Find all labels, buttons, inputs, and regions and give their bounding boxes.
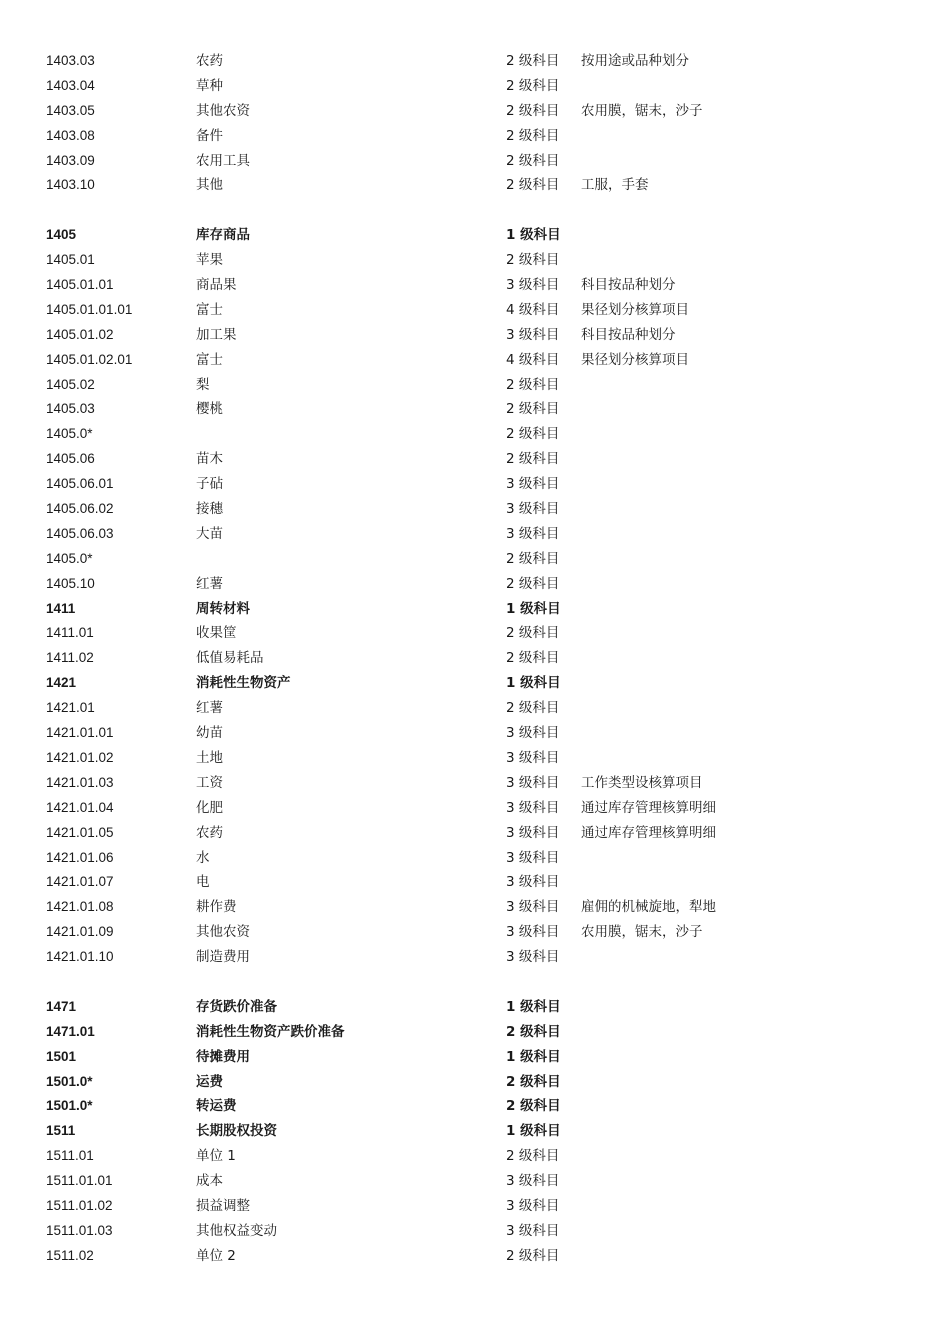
account-code: 1405.01.02.01 <box>46 351 133 367</box>
account-row <box>0 721 950 746</box>
account-row <box>0 273 950 298</box>
account-name: 水 <box>196 849 210 866</box>
account-code: 1411 <box>46 600 76 616</box>
account-code: 1421.01.04 <box>46 799 114 815</box>
account-name: 消耗性生物资产 <box>196 675 291 692</box>
account-row <box>0 646 950 671</box>
account-note: 工服，手套 <box>581 177 649 194</box>
account-code: 1405.01 <box>46 252 95 268</box>
account-name: 其他农资 <box>196 924 250 941</box>
account-level: 2 级科目 <box>506 77 560 94</box>
account-code: 1403.10 <box>46 177 95 193</box>
account-code: 1511.01.02 <box>46 1197 113 1213</box>
account-note: 科目按品种划分 <box>581 326 676 343</box>
account-level: 2 级科目 <box>506 1073 561 1090</box>
account-level: 2 级科目 <box>506 1023 561 1040</box>
account-code: 1421 <box>46 675 77 691</box>
account-note: 通过库存管理核算明细 <box>581 824 716 841</box>
account-name: 红薯 <box>196 700 223 717</box>
account-code: 1405.06.01 <box>46 476 114 492</box>
account-level: 2 级科目 <box>506 451 560 468</box>
account-row <box>0 1094 950 1119</box>
account-row <box>0 422 950 447</box>
account-note: 农用膜，锯末，沙子 <box>581 102 703 119</box>
account-code: 1511.01 <box>46 1148 94 1164</box>
account-level: 3 级科目 <box>506 1197 560 1214</box>
account-name: 备件 <box>196 127 223 144</box>
account-level: 2 级科目 <box>506 127 560 144</box>
account-code: 1411.01 <box>46 625 94 641</box>
account-code: 1501 <box>46 1048 77 1064</box>
account-row <box>0 920 950 945</box>
account-row <box>0 671 950 696</box>
account-name: 大苗 <box>196 525 223 542</box>
account-name: 农药 <box>196 53 223 69</box>
account-row <box>0 621 950 646</box>
account-level: 3 级科目 <box>506 924 560 941</box>
account-level: 3 级科目 <box>506 1173 560 1190</box>
account-code: 1421.01.08 <box>46 899 114 915</box>
account-name: 化肥 <box>196 799 223 816</box>
account-name: 消耗性生物资产跌价准备 <box>196 1023 345 1040</box>
account-name: 草种 <box>196 77 223 94</box>
account-level: 2 级科目 <box>506 1148 560 1165</box>
account-level: 2 级科目 <box>506 401 560 418</box>
account-name: 子砧 <box>196 476 223 493</box>
account-level: 3 级科目 <box>506 899 560 916</box>
account-code: 1405.03 <box>46 401 95 417</box>
account-level: 3 级科目 <box>506 799 560 816</box>
account-row <box>0 746 950 771</box>
account-level: 3 级科目 <box>506 949 560 966</box>
account-row <box>0 945 950 970</box>
account-level: 2 级科目 <box>506 53 560 69</box>
account-row <box>0 1070 950 1095</box>
account-row <box>0 323 950 348</box>
account-note: 果径划分核算项目 <box>581 351 689 368</box>
account-level: 2 级科目 <box>506 252 560 269</box>
account-name: 库存商品 <box>196 227 250 244</box>
account-name: 苹果 <box>196 252 223 269</box>
account-code: 1411.02 <box>46 650 94 666</box>
account-name: 樱桃 <box>196 401 223 418</box>
account-note: 农用膜，锯末，沙子 <box>581 924 703 941</box>
account-code: 1511.01.03 <box>46 1222 113 1238</box>
account-code: 1421.01.10 <box>46 949 114 965</box>
account-name: 幼苗 <box>196 725 223 742</box>
account-row <box>0 870 950 895</box>
account-level: 1 级科目 <box>506 1048 561 1065</box>
account-row <box>0 821 950 846</box>
account-name: 土地 <box>196 749 223 766</box>
account-level: 3 级科目 <box>506 824 560 841</box>
account-name: 长期股权投资 <box>196 1123 277 1140</box>
account-code: 1421.01 <box>46 700 95 716</box>
account-code: 1403.08 <box>46 127 95 143</box>
account-level: 2 级科目 <box>506 700 560 717</box>
account-row <box>0 1045 950 1070</box>
account-level: 2 级科目 <box>506 177 560 194</box>
account-level: 3 级科目 <box>506 749 560 766</box>
account-row <box>0 124 950 149</box>
account-name: 农用工具 <box>196 152 250 169</box>
account-level: 3 级科目 <box>506 725 560 742</box>
account-level: 2 级科目 <box>506 376 560 393</box>
account-code: 1403.05 <box>46 102 95 118</box>
account-name: 损益调整 <box>196 1197 250 1214</box>
account-code: 1405.10 <box>46 575 95 591</box>
account-row <box>0 1219 950 1244</box>
account-level: 2 级科目 <box>506 152 560 169</box>
blank-row <box>0 198 950 223</box>
account-level: 2 级科目 <box>506 426 560 443</box>
account-note: 果径划分核算项目 <box>581 301 689 318</box>
account-level: 2 级科目 <box>506 575 560 592</box>
account-code: 1421.01.03 <box>46 774 114 790</box>
account-name: 农药 <box>196 824 223 841</box>
account-row <box>0 248 950 273</box>
account-code: 1471.01 <box>46 1023 95 1039</box>
account-name: 成本 <box>196 1173 223 1190</box>
account-row <box>0 995 950 1020</box>
account-row <box>0 1244 950 1269</box>
account-name: 加工果 <box>196 326 237 343</box>
account-code: 1405.01.02 <box>46 326 114 342</box>
account-row <box>0 74 950 99</box>
account-row <box>0 149 950 174</box>
account-level: 1 级科目 <box>506 675 561 692</box>
account-code: 1511 <box>46 1123 76 1139</box>
account-name: 运费 <box>196 1073 223 1090</box>
account-row <box>0 497 950 522</box>
account-level: 2 级科目 <box>506 550 560 567</box>
account-level: 3 级科目 <box>506 874 560 891</box>
account-name: 周转材料 <box>196 600 250 617</box>
account-code: 1403.04 <box>46 77 95 93</box>
account-code-sheet <box>0 49 950 1269</box>
account-level: 3 级科目 <box>506 774 560 791</box>
account-level: 3 级科目 <box>506 501 560 518</box>
account-code: 1511.02 <box>46 1247 94 1263</box>
account-level: 2 级科目 <box>506 625 560 642</box>
account-row <box>0 895 950 920</box>
account-name: 富士 <box>196 301 223 318</box>
account-code: 1421.01.07 <box>46 874 114 890</box>
account-row <box>0 447 950 472</box>
account-level: 3 级科目 <box>506 849 560 866</box>
account-name: 商品果 <box>196 277 237 294</box>
account-row <box>0 597 950 622</box>
account-row <box>0 771 950 796</box>
account-level: 1 级科目 <box>506 600 561 617</box>
account-row <box>0 846 950 871</box>
account-level: 3 级科目 <box>506 476 560 493</box>
account-name: 收果筐 <box>196 625 237 642</box>
account-name: 工资 <box>196 774 223 791</box>
account-row <box>0 348 950 373</box>
account-code: 1403.09 <box>46 152 95 168</box>
account-code: 1501.0* <box>46 1073 93 1089</box>
account-level: 2 级科目 <box>506 102 560 119</box>
account-row <box>0 1144 950 1169</box>
account-name: 其他农资 <box>196 102 250 119</box>
account-name: 梨 <box>196 376 210 393</box>
account-code: 1405 <box>46 227 77 243</box>
account-name: 低值易耗品 <box>196 650 264 667</box>
account-code: 1405.01.01 <box>46 277 114 293</box>
account-code: 1471 <box>46 998 77 1014</box>
account-code: 1405.0* <box>46 426 93 442</box>
account-name: 红薯 <box>196 575 223 592</box>
account-name: 耕作费 <box>196 899 237 916</box>
account-row <box>0 49 950 74</box>
account-row <box>0 99 950 124</box>
account-code: 1421.01.06 <box>46 849 114 865</box>
account-row <box>0 572 950 597</box>
account-row <box>0 223 950 248</box>
account-name: 单位 1 <box>196 1148 236 1165</box>
account-code: 1405.06 <box>46 451 95 467</box>
account-code: 1501.0* <box>46 1098 93 1114</box>
account-name: 待摊费用 <box>196 1048 250 1065</box>
account-row <box>0 1119 950 1144</box>
account-level: 1 级科目 <box>506 1123 561 1140</box>
account-name: 富士 <box>196 351 223 368</box>
account-row <box>0 796 950 821</box>
account-level: 2 级科目 <box>506 650 560 667</box>
account-row <box>0 397 950 422</box>
account-level: 1 级科目 <box>506 227 561 244</box>
account-row <box>0 1169 950 1194</box>
account-name: 转运费 <box>196 1098 237 1115</box>
account-note: 科目按品种划分 <box>581 277 676 294</box>
account-row <box>0 298 950 323</box>
account-name: 存货跌价准备 <box>196 998 277 1015</box>
account-code: 1405.06.03 <box>46 525 114 541</box>
account-note: 工作类型设核算项目 <box>581 774 703 791</box>
account-code: 1405.01.01.01 <box>46 301 133 317</box>
account-row <box>0 472 950 497</box>
account-row <box>0 173 950 198</box>
account-name: 其他权益变动 <box>196 1222 277 1239</box>
account-level: 2 级科目 <box>506 1098 561 1115</box>
account-note: 雇佣的机械旋地，犁地 <box>581 899 716 916</box>
account-code: 1421.01.05 <box>46 824 114 840</box>
account-code: 1511.01.01 <box>46 1173 113 1189</box>
account-level: 3 级科目 <box>506 326 560 343</box>
account-level: 3 级科目 <box>506 277 560 294</box>
blank-row <box>0 970 950 995</box>
account-note: 按用途或品种划分 <box>581 53 689 69</box>
account-level: 4 级科目 <box>506 301 560 318</box>
account-row <box>0 547 950 572</box>
account-name: 接穗 <box>196 501 223 518</box>
account-code: 1421.01.02 <box>46 749 114 765</box>
account-code: 1403.03 <box>46 53 95 68</box>
account-level: 4 级科目 <box>506 351 560 368</box>
account-name: 单位 2 <box>196 1247 236 1264</box>
account-code: 1421.01.09 <box>46 924 114 940</box>
account-code: 1405.06.02 <box>46 501 114 517</box>
account-name: 其他 <box>196 177 223 194</box>
account-code: 1421.01.01 <box>46 725 114 741</box>
account-row <box>0 696 950 721</box>
account-row <box>0 1020 950 1045</box>
account-code: 1405.02 <box>46 376 95 392</box>
account-name: 电 <box>196 874 210 891</box>
account-level: 3 级科目 <box>506 525 560 542</box>
account-code: 1405.0* <box>46 550 93 566</box>
account-level: 3 级科目 <box>506 1222 560 1239</box>
account-name: 苗木 <box>196 451 223 468</box>
account-name: 制造费用 <box>196 949 250 966</box>
account-level: 2 级科目 <box>506 1247 560 1264</box>
account-row <box>0 1194 950 1219</box>
account-row <box>0 373 950 398</box>
account-row <box>0 522 950 547</box>
account-level: 1 级科目 <box>506 998 561 1015</box>
account-note: 通过库存管理核算明细 <box>581 799 716 816</box>
